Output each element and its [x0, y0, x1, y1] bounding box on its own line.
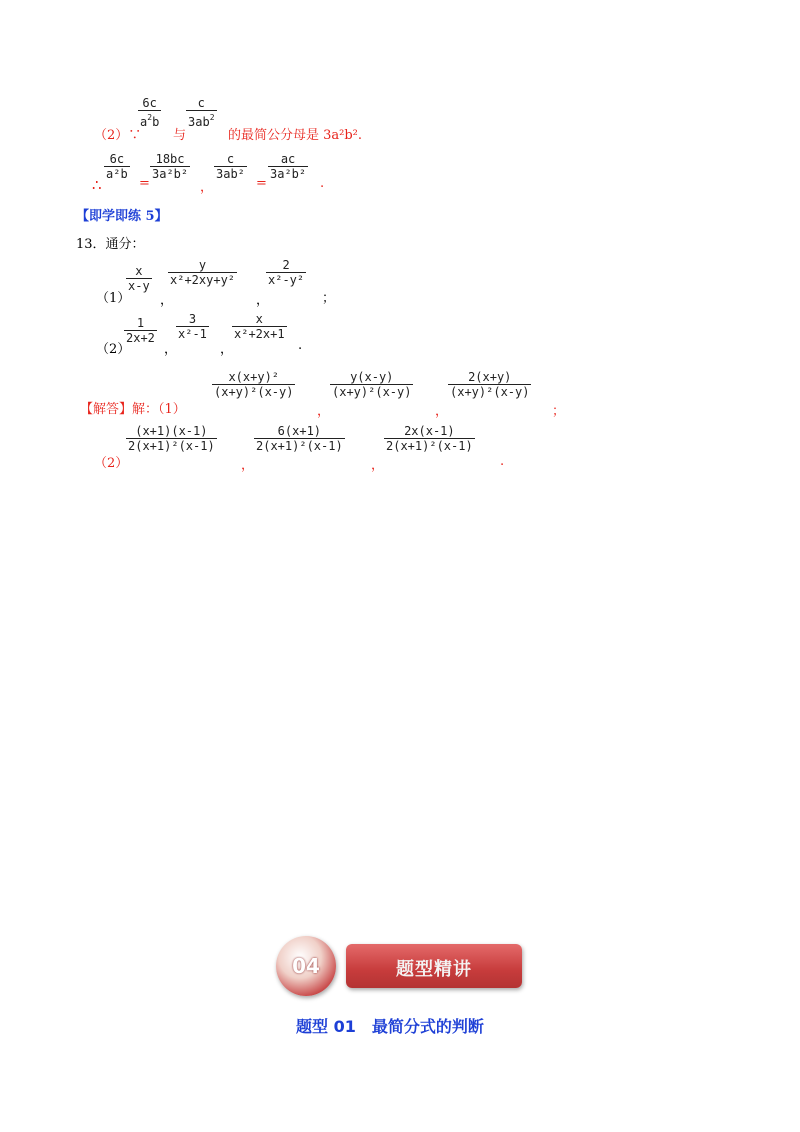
section-title: 题型 01 最简分式的判断 [296, 1017, 484, 1036]
problem-part2-fraction-2: 3 x²-1 [178, 312, 207, 341]
problem-part2-end: . [298, 338, 303, 353]
problem-number: 13．通分： [76, 237, 145, 252]
problem-part1-fraction-3: 2 x²-y² [268, 258, 305, 287]
fraction-therefore-1: 6c a²b [106, 152, 128, 181]
answer-part1-end: ； [552, 404, 566, 419]
fraction-c-over-3ab2: c $3ab^2$ [188, 96, 215, 129]
period-end: . [320, 176, 325, 191]
comma-separator: ， [200, 180, 214, 195]
equals-sign-1: = [139, 176, 150, 191]
fraction-therefore-3: c 3ab² [216, 152, 245, 181]
answer-part2-end: . [500, 454, 505, 469]
answer-part1-fraction-3: 2(x+y) (x+y)²(x-y) [450, 370, 530, 399]
answer-part1-separator-1: ， [317, 404, 331, 419]
section-number-badge: 04 [276, 936, 336, 996]
problem-part2-label: （2） [96, 342, 131, 357]
answer-part2-fraction-2: 6(x+1) 2(x+1)²(x-1) [256, 424, 343, 453]
problem-part1-fraction-1: x x-y [128, 264, 150, 293]
problem-part1-separator-2: ， [256, 293, 270, 308]
practice-title: 【即学即练 5】 [76, 209, 168, 224]
fraction-therefore-4: ac 3a²b² [270, 152, 307, 181]
problem-part1-label: （1） [96, 291, 131, 306]
item2-label: （2）∵ [94, 128, 142, 143]
fraction-therefore-2: 18bc 3a²b² [152, 152, 189, 181]
therefore-symbol: ∴ [92, 176, 102, 194]
answer-tag: 【解答】解：（1） [80, 402, 186, 417]
problem-part1-end: ； [322, 291, 336, 306]
fraction-6c-over-a2b: 6c $a^2b$ [140, 96, 160, 129]
answer-part1-fraction-2: y(x-y) (x+y)²(x-y) [332, 370, 412, 399]
problem-part2-fraction-1: 1 2x+2 [126, 316, 155, 345]
problem-part2-fraction-3: x x²+2x+1 [234, 312, 285, 341]
answer-part1-separator-2: ， [435, 404, 449, 419]
answer-part2-fraction-3: 2x(x-1) 2(x+1)²(x-1) [386, 424, 473, 453]
problem-part2-separator-2: ， [220, 342, 234, 357]
answer-part2-separator-2: ， [371, 458, 385, 473]
item2-conclusion: 的最简公分母是 3a²b². [228, 128, 363, 143]
item2-connector: 与 [173, 128, 187, 143]
problem-part1-fraction-2: y x²+2xy+y² [170, 258, 236, 287]
answer-part2-label: （2） [94, 456, 129, 471]
answer-part1-fraction-1: x(x+y)² (x+y)²(x-y) [214, 370, 294, 399]
problem-part2-separator-1: ， [164, 342, 178, 357]
problem-part1-separators: ， [160, 293, 174, 308]
equals-sign-2: = [256, 176, 267, 191]
section-ribbon: 题型精讲 [346, 944, 522, 988]
answer-part2-separator-1: ， [241, 458, 255, 473]
answer-part2-fraction-1: (x+1)(x-1) 2(x+1)²(x-1) [128, 424, 215, 453]
